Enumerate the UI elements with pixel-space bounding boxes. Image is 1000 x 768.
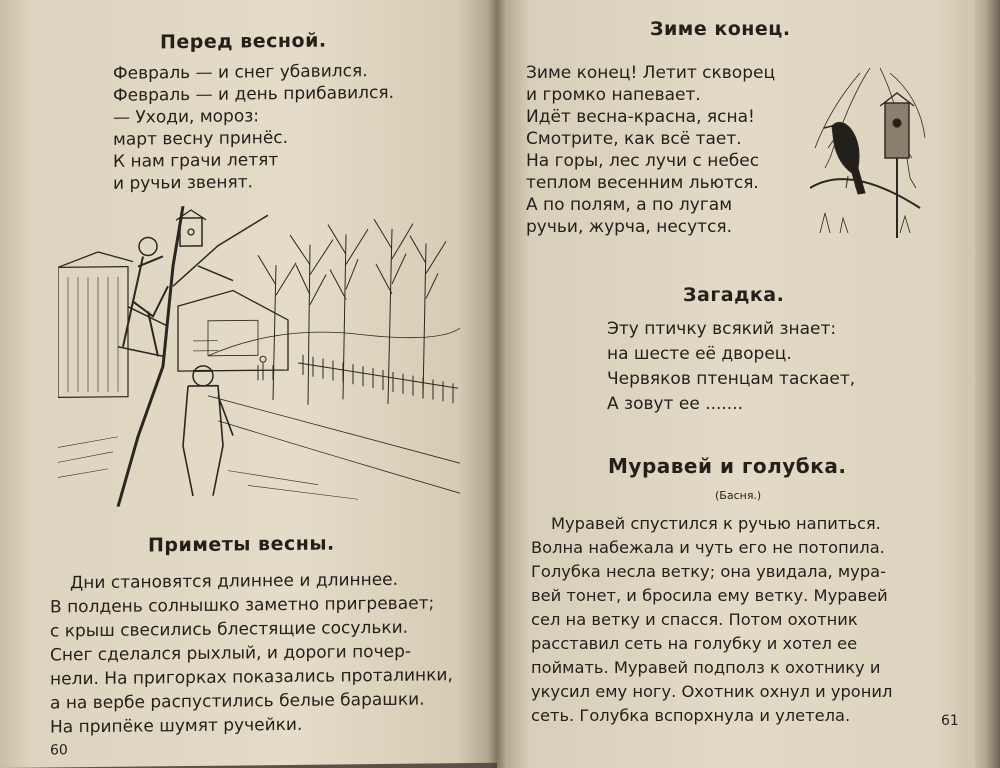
prose-line: расставил сеть на голубку и хотел ее [531, 634, 858, 653]
prose-line: Голубка несла ветку; она увидала, мура- [531, 562, 886, 581]
poem-line: теплом весенним льются. [526, 173, 759, 193]
prose-line: сел на ветку и спасся. Потом охотник [531, 610, 858, 629]
prose-line: поймать. Муравей подполз к охотнику и [531, 658, 881, 677]
page-edges [975, 0, 1000, 768]
left-page [0, 0, 497, 768]
prose-line: с крыш свесились блестящие сосульки. [50, 617, 409, 642]
prose-line: Снег сделался рыхлый, и дороги почер- [50, 641, 412, 666]
village-spring-illustration [58, 203, 460, 507]
prose-line: Волна набежала и чуть его не потопила. [531, 538, 885, 557]
book-gutter [488, 0, 506, 768]
prose-line: Дни становятся длиннее и длиннее. [70, 569, 399, 594]
riddle-line: на шесте её дворец. [607, 344, 792, 364]
page-number-left: 60 [50, 742, 68, 759]
poem-line: ручьи, журча, несутся. [526, 217, 733, 237]
riddle-text [607, 317, 855, 417]
poem-line: Идёт весна-красна, ясна! [526, 107, 755, 127]
prose-line: укусил ему ногу. Охотник охнул и уронил [531, 682, 893, 701]
prose-line: сеть. Голубка вспорхнула и улетела. [531, 706, 851, 725]
poem-line: — Уходи, мороз: [113, 106, 260, 128]
prose-line: а на вербе распустились белые барашки. [50, 689, 425, 714]
poem-line: К нам грачи летят [113, 150, 279, 172]
prose-line: вей тонет, и бросила ему ветку. Муравей [531, 586, 888, 605]
page-number-right: 61 [941, 713, 959, 729]
starling-birdhouse-illustration [810, 68, 930, 238]
prose-line: В полдень солнышко заметно пригревает; [50, 593, 435, 618]
prose-line: Муравей спустился к ручью напиться. [551, 514, 881, 533]
right-page [497, 0, 975, 768]
poem-line: март весну принёс. [113, 127, 289, 150]
signs-of-spring-title: Приметы весны. [148, 532, 335, 557]
fable-text [531, 512, 892, 728]
prose-line: На припёке шумят ручейки. [50, 714, 303, 738]
signs-of-spring-text [50, 567, 453, 739]
poem-title-before-spring: Перед весной. [160, 29, 327, 54]
fable-subtitle: (Басня.) [715, 489, 762, 502]
poem-before-spring [113, 60, 394, 195]
prose-line: нели. На пригорках показались проталинки, [50, 665, 453, 690]
poem-line: и громко напевает. [526, 85, 701, 105]
riddle-line: Червяков птенцам таскает, [607, 369, 856, 389]
riddle-title: Загадка. [683, 284, 785, 306]
poem-line: и ручьи звенят. [113, 172, 253, 194]
poem-title-end-of-winter: Зиме конец. [650, 18, 791, 40]
poem-line: А по полям, а по лугам [526, 195, 733, 215]
riddle-line: А зовут ее ....... [607, 394, 744, 414]
poem-line: Смотрите, как всё тает. [526, 129, 742, 149]
fable-title: Муравей и голубка. [608, 454, 847, 478]
poem-line: На горы, лес лучи с небес [526, 151, 760, 171]
poem-line: Февраль — и снег убавился. [113, 61, 368, 84]
poem-end-of-winter [526, 62, 775, 238]
riddle-line: Эту птичку всякий знает: [607, 319, 837, 339]
poem-line: Зиме конец! Летит скворец [526, 63, 776, 83]
poem-line: Февраль — и день прибавился. [113, 82, 394, 106]
